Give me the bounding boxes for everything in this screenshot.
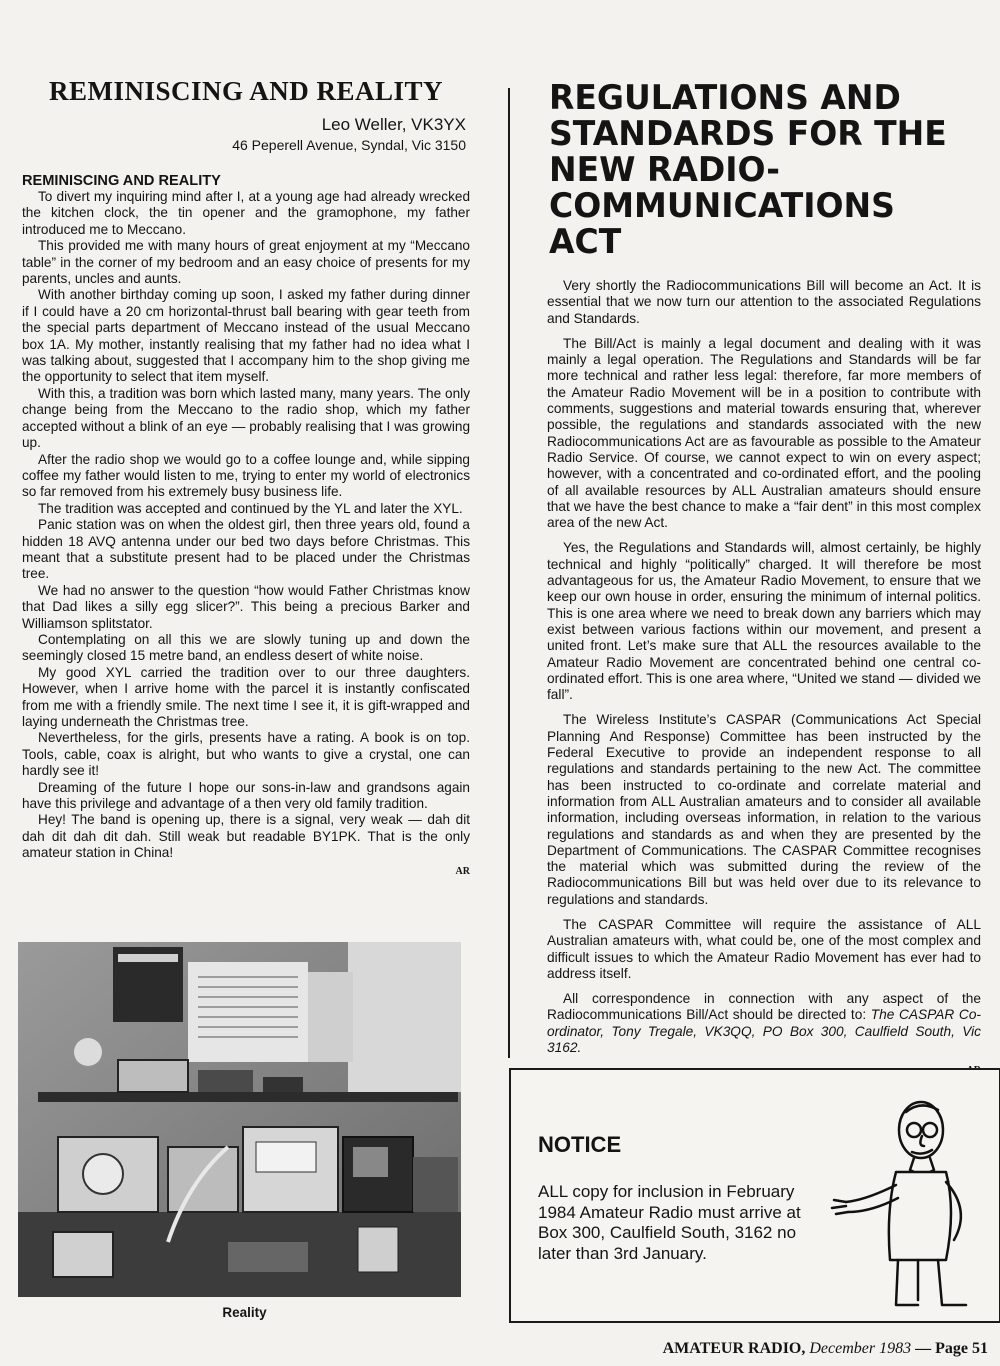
title-line: REGULATIONS AND [549, 78, 901, 118]
right-article-title [549, 80, 968, 260]
footer-page: — Page 51 [915, 1340, 988, 1357]
correspondence-text: All correspondence in connection with any aspect of the Radiocommunications Bill/Act should be directed to: [547, 991, 981, 1023]
title-line: NEW RADIO- [549, 150, 780, 190]
paragraph: The Bill/Act is mainly a legal document and dealing with it was mainly a legal operation. The Regulations and Standards will be far more technical and rather less legal: therefore, far more members of the Amateur Radio Movement will be in a position to contribute with comments, suggestions and material towards ensuring that, wherever possible, the regulations and standards associated with the new Radiocommunications Act are as favourable as possible to the Amateur Radio Service. Of course, we cannot expect to win on every aspect; however, with a concentrated and co-ordinated effort, and the pooling of all available resources by ALL Australian amateurs should ensure that we have the best chance to make a “fair dent” in this most complex area of the new Act. [547, 335, 981, 531]
column-divider [508, 88, 510, 1058]
paragraph: Contemplating on all this we are slowly tuning up and down the seemingly closed 15 metre band, an endless desert of white noise. [22, 631, 470, 664]
photo-caption: Reality [222, 1305, 267, 1320]
paragraph: With another birthday coming up soon, I asked my father during dinner if I could have a 20 cm horizontal-thrust ball bearing with gear teeth from the special parts department of Meccano instead of the usual Meccano box 1A. My mother, instantly realising that my father had no idea what I was talking about, suggested that I accompany him to the shop giving me the opportunity to select that item myself. [22, 287, 470, 385]
paragraph: We had no answer to the question “how would Father Christmas know that Dad likes a silly egg slicer?”. This being a precious Barker and Williamson splitstator. [22, 582, 470, 631]
paragraph: The CASPAR Committee will require the assistance of ALL Australian amateurs with, what could be, one of the most complex and difficult issues to which the Amateur Radio Movement has ever had to address itself. [547, 916, 981, 981]
left-article-subheading: REMINISCING AND REALITY [22, 173, 221, 189]
paragraph: After the radio shop we would go to a coffee lounge and, while sipping coffee my father would listen to me, trying to enter my world of electronics so far removed from his extremely busy business life. [22, 451, 470, 500]
notice-box [509, 1068, 1000, 1323]
paragraph-correspondence [547, 991, 981, 1056]
title-line: STANDARDS FOR THE [549, 114, 947, 154]
author-name: Leo Weller, VK3YX [321, 115, 466, 134]
cartoon-man-illustration [826, 1090, 996, 1322]
paragraph: My good XYL carried the tradition over to our three daughters. However, when I arrive home with the parcel it is instantly confiscated from me with a friendly smile. The next time I see it, it is gift-wrapped and laying underneath the Christmas tree. [22, 664, 470, 729]
paragraph: The Wireless Institute’s CASPAR (Communications Act Special Planning And Response) Committee has been instructed by the Federal Executive to provide an independent response to all regulations and standards pertaining to the new Act. The committee has been instructed to co-ordinate and correlate material and information from ALL Australian amateurs and to consider all available information, including overseas information, in relation to the various regulations and standards as and when they are presented by the Department of Communications. The CASPAR Committee recognises the material which was submitted during the review of the Radiocommunications Bill but was held over due to its relevance to regulations and standards. [547, 712, 981, 907]
end-mark: AR [455, 865, 470, 877]
right-article-body [547, 278, 981, 1056]
paragraph: Very shortly the Radiocommunications Bill will become an Act. It is essential that we now turn our attention to the associated Regulations and Standards. [547, 278, 981, 326]
left-article-title: REMINISCING AND REALITY [48, 76, 444, 106]
paragraph: This provided me with many hours of great enjoyment at my “Meccano table” in the corner of my bedroom and an easy choice of presents for my parents, uncles and aunts. [22, 238, 470, 287]
footer-magazine: AMATEUR RADIO, [662, 1340, 806, 1357]
right-article [547, 80, 981, 1076]
left-article [22, 70, 470, 877]
paragraph: Yes, the Regulations and Standards will, almost certainly, be highly technical and highly “politically” charged. It will therefore be most advantageous for us, the Amateur Radio Movement, to ensure that we keep our own house in order, ensuring the minimum of internal politics. This is one area where we need to break down any barriers which may exist between various factions within our movement, and present a united front. Let’s make sure that ALL the resources available to the Amateur Radio Movement are concentrated behind one central co-ordinated effort. This is one area where, “United we stand — divided we fall”. [547, 540, 981, 703]
page-footer [663, 1340, 988, 1358]
photo-illustration [18, 942, 461, 1297]
notice-text: ALL copy for inclusion in February 1984 Amateur Radio must arrive at Box 300, Caulfield South, 3162 no later than 3rd January. [538, 1182, 801, 1263]
paragraph: Dreaming of the future I hope our sons-in-law and grandsons again have this privilege and advantage of a then very old family tradition. [22, 779, 470, 812]
paragraph: Hey! The band is opening up, there is a signal, very weak — dah dit dah dit dah dit dah. Still weak but readable BY1PK. That is the only amateur station in China! [22, 812, 470, 861]
paragraph: Panic station was on when the oldest girl, then three years old, found a hidden 18 AVQ antenna under our bed two days before Christmas. This meant that a substitute present had to be placed under the Christmas tree. [22, 517, 470, 582]
correspondence-address: The CASPAR Co-ordinator, Tony Tregale, VK3QQ, PO Box 300, Caulfield South, Vic 3162. [547, 1007, 981, 1056]
left-article-body [22, 189, 470, 862]
notice-heading: NOTICE [538, 1132, 622, 1157]
paragraph: To divert my inquiring mind after I, at a young age had already wrecked the kitchen clock, the tin opener and the gramophone, my father introduced me to Meccano. [22, 189, 470, 237]
paragraph: The tradition was accepted and continued by the YL and later the XYL. [38, 500, 463, 516]
radio-shack-photo [18, 942, 461, 1297]
paragraph: Nevertheless, for the girls, presents have a rating. A book is on top. Tools, cable, coax is alright, but who wants to give a crystal, one can hardly see it! [22, 730, 470, 779]
footer-issue: December 1983 [809, 1340, 912, 1357]
paragraph: With this, a tradition was born which lasted many, many years. The only change being from the Meccano to the radio shop, which my father accepted without a blink of an eye — probably realising that I was growing up. [22, 385, 470, 451]
title-line: COMMUNICATIONS ACT [549, 186, 895, 262]
author-address: 46 Peperell Avenue, Syndal, Vic 3150 [232, 137, 466, 153]
